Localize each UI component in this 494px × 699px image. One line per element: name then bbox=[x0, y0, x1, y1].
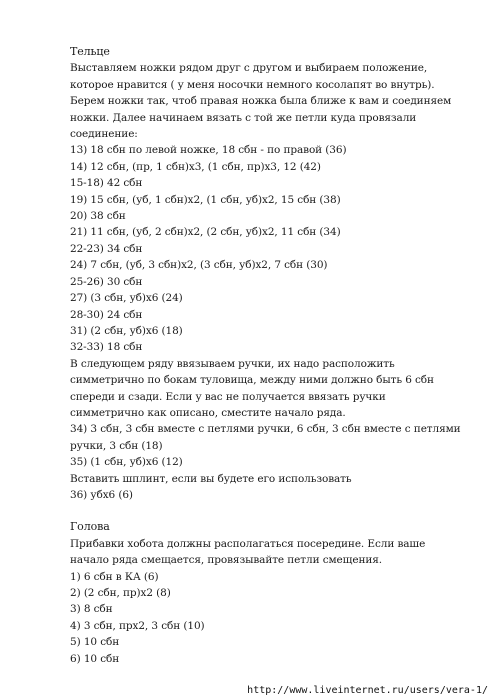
row-instruction: 4) 3 сбн, прх2, 3 сбн (10) bbox=[70, 619, 205, 632]
row-instruction: 34) 3 сбн, 3 сбн вместе с петлями ручки, 6 сбн, 3 сбн вместе с петлями bbox=[70, 423, 461, 436]
row-instruction: 3) 8 сбн bbox=[70, 603, 113, 616]
text-line: Вставить шплинт, если вы будете его использовать bbox=[70, 472, 352, 485]
row-instruction: 21) 11 сбн, (уб, 2 сбн)х2, (2 сбн, уб)х2, 11 сбн (34) bbox=[70, 226, 341, 239]
row-instruction: 24) 7 сбн, (уб, 3 сбн)х2, (3 сбн, уб)х2, 7 сбн (30) bbox=[70, 259, 328, 272]
text-line: соединение: bbox=[70, 128, 138, 141]
row-instruction: 35) (1 сбн, уб)х6 (12) bbox=[70, 456, 183, 469]
row-instruction: 13) 18 сбн по левой ножке, 18 сбн - по правой (36) bbox=[70, 144, 347, 157]
section-heading-body: Тельце bbox=[70, 45, 110, 58]
row-instruction: 27) (3 сбн, уб)х6 (24) bbox=[70, 292, 183, 305]
text-line: Берем ножки так, чтоб правая ножка была ближе к вам и соединяем bbox=[70, 95, 452, 108]
row-instruction: 1) 6 сбн в КА (6) bbox=[70, 570, 159, 583]
row-instruction: 25-26) 30 сбн bbox=[70, 275, 143, 288]
text-line: ножки. Далее начинаем вязать с той же петли куда провязали bbox=[70, 111, 417, 124]
section-head bbox=[70, 519, 470, 667]
document-content bbox=[70, 44, 470, 667]
row-instruction: 31) (2 сбн, уб)х6 (18) bbox=[70, 324, 183, 337]
row-instruction: 22-23) 34 сбн bbox=[70, 242, 143, 255]
text-line: симметрично по бокам туловища, между ними должно быть 6 сбн bbox=[70, 374, 434, 387]
section-heading-head: Голова bbox=[70, 520, 110, 534]
text-line: начало ряда смещается, провязывайте петли смещения. bbox=[70, 554, 382, 567]
row-instruction: 28-30) 24 сбн bbox=[70, 308, 143, 321]
row-instruction: 19) 15 сбн, (уб, 1 сбн)х2, (1 сбн, уб)х2, 15 сбн (38) bbox=[70, 193, 341, 206]
section-spacer bbox=[70, 503, 470, 519]
source-url-watermark: http://www.liveinternet.ru/users/vera-1/ bbox=[247, 685, 488, 696]
row-instruction: 5) 10 сбн bbox=[70, 636, 120, 649]
text-line: В следующем ряду ввязываем ручки, их надо расположить bbox=[70, 357, 395, 370]
row-instruction: 32-33) 18 сбн bbox=[70, 341, 143, 354]
row-instruction: 20) 38 сбн bbox=[70, 210, 126, 223]
text-line: спереди и сзади. Если у вас не получается ввязать ручки bbox=[70, 390, 386, 403]
section-body bbox=[70, 44, 470, 503]
row-instruction: 36) убх6 (6) bbox=[70, 488, 133, 501]
text-line: Выставляем ножки рядом друг с другом и выбираем положение, bbox=[70, 62, 428, 75]
text-line: которое нравится ( у меня носочки немного косолапят во внутрь). bbox=[70, 78, 435, 91]
text-line: симметрично как описано, сместите начало ряда. bbox=[70, 406, 346, 419]
row-instruction: 15-18) 42 сбн bbox=[70, 177, 143, 190]
row-instruction: ручки, 3 сбн (18) bbox=[70, 439, 163, 452]
row-instruction: 14) 12 сбн, (пр, 1 сбн)х3, (1 сбн, пр)х3, 12 (42) bbox=[70, 160, 321, 173]
text-line: Прибавки хобота должны располагаться посередине. Если ваше bbox=[70, 537, 426, 550]
row-instruction: 6) 10 сбн bbox=[70, 652, 120, 665]
row-instruction: 2) (2 сбн, пр)х2 (8) bbox=[70, 587, 171, 599]
